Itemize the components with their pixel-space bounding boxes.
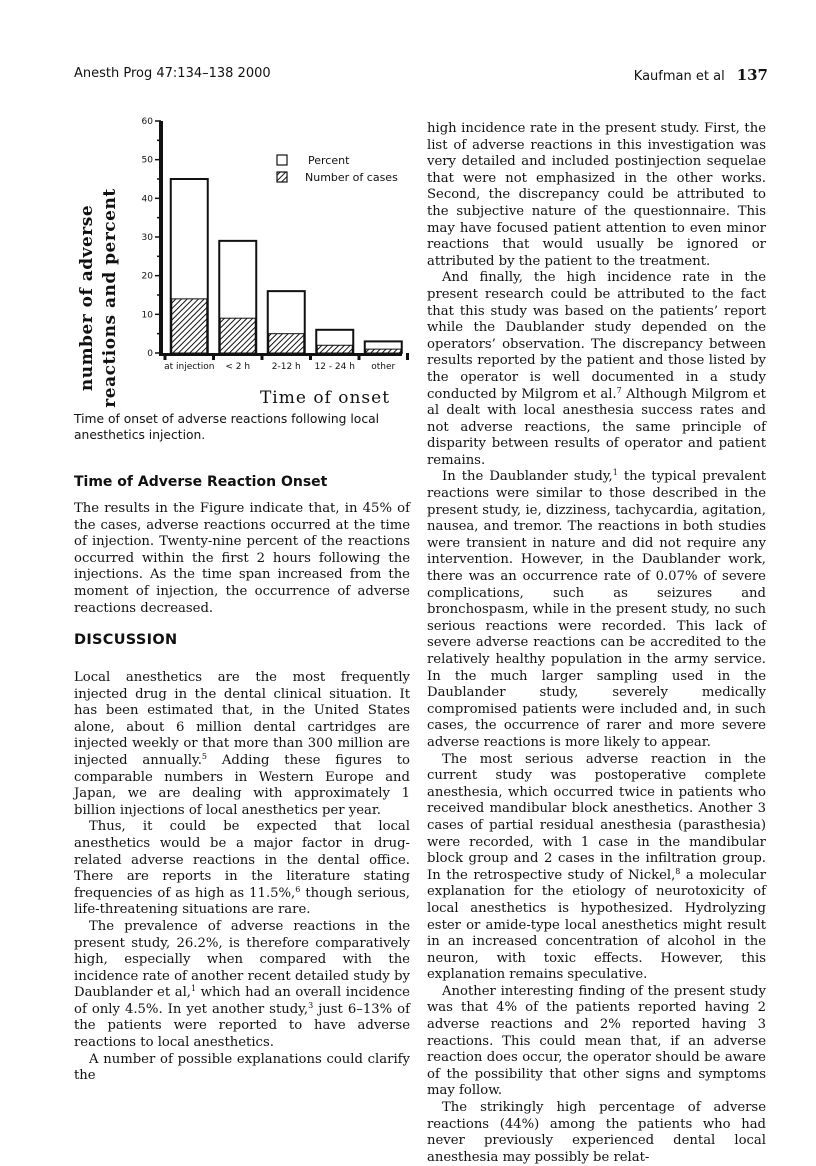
bar-number-of-cases bbox=[366, 349, 401, 353]
paragraph: The prevalence of adverse reactions in the present study, 26.2%, is therefore comparatively high, especially when compared with the incidence rate of another recent detailed study by Daublander et al,$^1$ which had an overall incidence of only 4.5%. In yet another study,$^3$ just 6–13% of the patients were reported to have adverse reactions to local anesthetics. bbox=[74, 918, 410, 1051]
figure-bar-chart bbox=[70, 110, 415, 410]
results-paragraph-block bbox=[74, 501, 410, 617]
bar-number-of-cases bbox=[317, 345, 352, 353]
y-tick-label: 20 bbox=[141, 271, 153, 282]
paragraph: In the Daublander study,$^1$ the typical prevalent reactions were similar to those described in the present study, ie, dizziness, tachycardia, agitation, nausea, and tremor. The reactions in both studies were transient in nature and did not require any intervention. However, in the Daublander work, there was an occurrence rate of 0.07% of severe complications, such as seizures and bronchospasm, while in the present study, no such serious reactions were recorded. This lack of severe adverse reactions can be accredited to the relatively healthy population in the army service. In the much larger sampling used in the Daublander study, severely medically compromised patients were included and, in such cases, the occurrence of rarer and more severe adverse reactions is more likely to appear. bbox=[427, 468, 766, 750]
chart-legend bbox=[277, 154, 398, 184]
y-axis-title bbox=[76, 163, 132, 433]
reference-superscript: 5 bbox=[201, 751, 208, 761]
x-tick-label: < 2 h bbox=[225, 362, 251, 372]
discussion-right-column bbox=[427, 121, 766, 1166]
legend-swatch-open bbox=[277, 155, 287, 165]
paragraph: high incidence rate in the present study. First, the list of adverse reactions in this investigation was very detailed and included postinjection sequelae that were not emphasized in the other works. Second, the discrepancy could be attributed to the subjective nature of the questionnaire. This may have focused patient attention to even minor reactions that would usually be ignored or attributed by the patient to the treatment. bbox=[427, 121, 766, 269]
legend-label: Percent bbox=[308, 154, 350, 167]
subheading-time-of-onset: Time of Adverse Reaction Onset bbox=[74, 474, 328, 490]
paragraph: Thus, it could be expected that local anesthetics would be a major factor in drug-related adverse reactions in the dental office. There are reports in the literature stating frequencies of as high as 11.5%,$^6$ though serious, life-threatening situations are rare. bbox=[74, 819, 411, 918]
x-tick-label: 12 - 24 h bbox=[314, 362, 355, 372]
running-head-right bbox=[634, 66, 768, 84]
y-tick-label: 0 bbox=[147, 349, 153, 359]
bar-number-of-cases bbox=[172, 299, 207, 353]
paragraph: Local anesthetics are the most frequently injected drug in the dental clinical situation. It has been estimated that, in the United States alone, about 6 million dental cartridges are injected weekly or that more than 300 million are injected annually.$^5$ Adding these figures to comparable numbers in Western Europe and Japan, we are dealing with approximately 1 billion injections of local anesthetics per year. bbox=[74, 670, 410, 818]
y-tick-label: 10 bbox=[141, 310, 153, 321]
bar-number-of-cases bbox=[220, 318, 255, 353]
legend-label: Number of cases bbox=[305, 171, 398, 184]
paragraph: A number of possible explanations could clarify the bbox=[74, 1051, 410, 1084]
x-tick-label: other bbox=[371, 362, 396, 372]
y-axis-title-line1: number of adverse bbox=[77, 204, 97, 392]
paragraph: And finally, the high incidence rate in the present research could be attributed to the fact that this study was based on the patients’ report while the Daublander study depended on the operators’ observation. The discrepancy between results reported by the patient and those listed by the operator is well documented in a study conducted by Milgrom et al.$^7$ Although Milgrom et al dealt with local anesthesia success rates and not adverse reactions, the same principle of disparity between results of operator and patient remains. bbox=[427, 270, 766, 468]
reference-superscript: 1 bbox=[612, 468, 618, 478]
figure-caption: Time of onset of adverse reactions following local anesthetics injection. bbox=[74, 412, 380, 442]
reference-superscript: 3 bbox=[308, 1000, 314, 1010]
y-tick-label: 50 bbox=[141, 155, 153, 166]
paragraph: The most serious adverse reaction in the current study was postoperative complete anesthesia, which occurred twice in patients who received mandibular block anesthetics. Another 3 cases of partial residual anesthesia (parasthesia) were recorded, with 1 case in the mandibular block group and 2 cases in the infiltration group. In the retrospective study of Nickel,$^8$ a molecular explanation for the etiology of neurotoxicity of local anesthetics is hypothesized. Hydrolyzing ester or amide-type local anesthetics might result in an increased concentration of alcohol in the neuron, with toxic effects. However, this explanation remains speculative. bbox=[427, 751, 767, 983]
x-axis-title: Time of onset bbox=[259, 388, 391, 408]
discussion-heading: DISCUSSION bbox=[74, 632, 178, 648]
y-tick-label: 60 bbox=[141, 117, 153, 127]
discussion-left-column bbox=[74, 670, 410, 1085]
y-tick-label: 40 bbox=[141, 194, 153, 205]
x-tick-label: at injection bbox=[164, 362, 215, 372]
reference-superscript: 7 bbox=[616, 385, 622, 395]
authors: Kaufman et al bbox=[633, 69, 725, 84]
reference-superscript: 1 bbox=[191, 984, 197, 994]
y-axis-title-line2: reactions and percent bbox=[100, 188, 120, 408]
y-tick-label: 30 bbox=[141, 233, 153, 243]
reference-superscript: 6 bbox=[295, 884, 301, 894]
reference-superscript: 8 bbox=[675, 866, 681, 876]
page-number: 137 bbox=[736, 66, 768, 84]
results-paragraph: The results in the Figure indicate that, in 45% of the cases, adverse reactions occurred at the time of injection. Twenty-nine percent of the reactions occurred within the first 2 hours following the injections. As the time span increased from the moment of injection, the occurrence of adverse reactions decreased. bbox=[74, 501, 410, 616]
paragraph: Another interesting finding of the present study was that 4% of the patients reported having 2 adverse reactions and 2% reported having 3 reactions. This could mean that, if an adverse reaction does occur, the operator should be aware of the possibility that other signs and symptoms may follow. bbox=[427, 983, 766, 1099]
journal-citation: Anesth Prog 47:134–138 2000 bbox=[74, 66, 271, 81]
chart-bars bbox=[171, 179, 402, 353]
x-tick-label: 2-12 h bbox=[271, 362, 301, 372]
bar-number-of-cases bbox=[269, 334, 304, 353]
paragraph: The strikingly high percentage of adverse reactions (44%) among the patients who had never previously experienced dental local anesthesia may possibly be relat- bbox=[427, 1100, 766, 1165]
legend-swatch-hatched bbox=[277, 172, 287, 182]
